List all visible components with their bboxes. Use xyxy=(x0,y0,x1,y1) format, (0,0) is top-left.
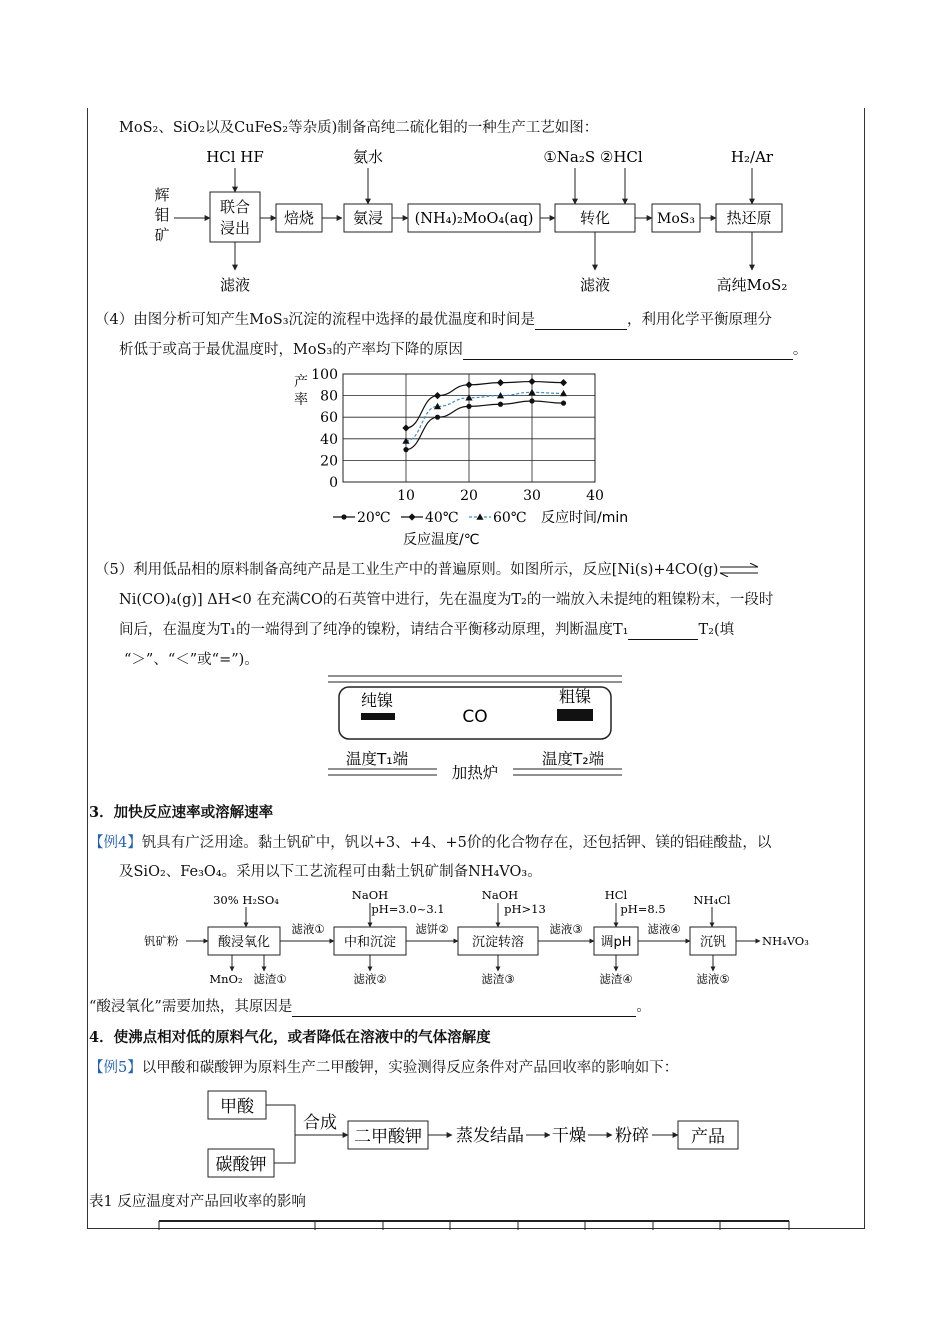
crude-nickel-block xyxy=(557,709,593,721)
data-point-circle xyxy=(561,401,566,406)
filtrate-2: 滤液 xyxy=(579,276,611,294)
x-tick-label: 10 xyxy=(397,488,415,504)
filtrate-3-label: 滤液③ xyxy=(549,922,583,936)
legend-marker xyxy=(341,514,346,519)
crude-nickel-label: 粗镍 xyxy=(558,687,592,706)
filtrate-5-label: 滤液⑤ xyxy=(696,972,730,986)
step-evaporate: 蒸发结晶 xyxy=(456,1126,524,1146)
ex4-blank[interactable] xyxy=(292,1000,636,1017)
data-point-triangle xyxy=(560,390,567,396)
reagent-ph-3: pH=8.5 xyxy=(620,902,666,916)
product-mos2: 高纯MoS₂ xyxy=(716,276,788,294)
box-mos3-label: MoS₃ xyxy=(657,211,695,227)
data-point-circle xyxy=(498,402,503,407)
x-tick-label: 30 xyxy=(523,488,541,504)
heading-section-4: 4．使沸点相对低的原料气化，或者降低在溶液中的气体溶解度 xyxy=(89,1029,491,1046)
reagent-h2-ar: H₂/Ar xyxy=(730,148,774,166)
data-point-triangle xyxy=(465,394,472,400)
data-point-diamond xyxy=(528,378,535,385)
q5-line-3: 间后，在温度为T₁的一端得到了纯净的镍粉，请结合平衡移动原理，判断温度T₁ T₂(填 xyxy=(119,622,735,638)
reagent-hcl-hf: HCl HF xyxy=(206,148,264,166)
legend-marker xyxy=(476,513,483,519)
box-potassium-diformate-label: 二甲酸钾 xyxy=(354,1127,422,1147)
synthesis-label: 合成 xyxy=(303,1113,337,1133)
y-tick-label: 100 xyxy=(311,367,338,383)
residue-3: 滤渣③ xyxy=(481,972,515,986)
heading-section-3: 3．加快反应速率或溶解速率 xyxy=(89,804,274,821)
legend-caption: 反应温度/℃ xyxy=(403,532,480,548)
reagent-hcl: HCl xyxy=(604,888,628,902)
filter-cake-2: 滤饼② xyxy=(415,922,449,936)
y-tick-label: 80 xyxy=(320,388,338,405)
ex4-line-2: 及SiO₂、Fe₃O₄。采用以下工艺流程可由黏土钒矿制备NH₄VO₃。 xyxy=(119,864,542,880)
data-point-diamond xyxy=(402,424,409,431)
x-tick-label: 40 xyxy=(586,488,604,504)
ex5-line-1: 【例5】以甲酸和碳酸钾为原料生产二甲酸钾，实验测得反应条件对产品回收率的影响如下： xyxy=(89,1060,679,1076)
data-point-diamond xyxy=(434,392,441,399)
q5-line-1: （5）利用低品相的原料制备高纯产品是工业生产中的普遍原则。如图所示，反应[Ni(s)+4CO(g) xyxy=(95,560,760,580)
box-redissolve-label: 沉淀转溶 xyxy=(471,935,525,950)
y-tick-label: 20 xyxy=(320,453,338,470)
table-caption: 表1 反应温度对产品回收率的影响 xyxy=(89,1194,306,1210)
q4-line-2: 析低于或高于最优温度时，MoS₃的产率均下降的原因 。 xyxy=(119,342,808,358)
ore-char-1: 辉 xyxy=(154,186,170,204)
flow-diagram-mos2 xyxy=(150,140,830,300)
step-dry: 干燥 xyxy=(552,1126,586,1146)
data-point-circle xyxy=(435,415,440,420)
reagent-ph-1: pH=3.0~3.1 xyxy=(371,902,445,916)
series-line-0 xyxy=(406,401,564,450)
mno2-label: MnO₂ xyxy=(209,972,243,986)
t1-end-label: 温度T₁端 xyxy=(345,750,409,768)
pure-nickel-block xyxy=(361,713,395,720)
box-adjust-ph-label: 调pH xyxy=(600,935,632,950)
box-leach-label-2: 浸出 xyxy=(219,219,251,237)
box-product-label: 产品 xyxy=(691,1127,725,1147)
y-axis-label: 产 xyxy=(294,374,308,390)
t2-end-label: 温度T₂端 xyxy=(541,750,605,768)
ex4-question: “酸浸氧化”需要加热，其原因是 。 xyxy=(89,999,651,1015)
ex4-tag: 【例4】 xyxy=(89,835,142,851)
reagent-nh4cl: NH₄Cl xyxy=(693,893,731,907)
q4-blank-1[interactable] xyxy=(535,313,627,330)
reagent-naoh-1: NaOH xyxy=(351,888,389,902)
product-nh4vo3: NH₄VO₃ xyxy=(762,934,809,948)
q5-line-2: Ni(CO)₄(g)] ΔH<0 在充满CO的石英管中进行，先在温度为T₂的一端放入未提纯的粗镍粉末，一段时 xyxy=(119,592,774,608)
furnace-label: 加热炉 xyxy=(451,764,499,782)
residue-4: 滤渣④ xyxy=(599,972,633,986)
legend-marker xyxy=(408,513,415,520)
box-ammonia-leach-label: 氨浸 xyxy=(352,209,384,227)
pure-nickel-label: 纯镍 xyxy=(360,691,394,710)
box-leach-label-1: 联合 xyxy=(219,198,251,216)
co-label: CO xyxy=(462,707,488,727)
box-ammonium-molybdate-label: (NH₄)₂MoO₄(aq) xyxy=(414,211,534,227)
box-acid-leach-label: 酸浸氧化 xyxy=(217,935,271,950)
box-formic-acid-label: 甲酸 xyxy=(220,1097,254,1117)
ex4-line-1: 【例4】钒具有广泛用途。黏土钒矿中，钒以+3、+4、+5价的化合物存在，还包括钾、镁的铝硅酸盐，以 xyxy=(89,835,772,851)
residue-1: 滤渣① xyxy=(253,972,287,986)
y-axis-label: 率 xyxy=(294,392,308,408)
reagent-na2s-hcl: ①Na₂S ②HCl xyxy=(543,148,643,166)
filtrate-2-label: 滤液② xyxy=(353,972,387,986)
box-neutralize-label: 中和沉淀 xyxy=(343,935,397,950)
intro-text: MoS₂、SiO₂以及CuFeS₂等杂质)制备高纯二硫化钼的一种生产工艺如图： xyxy=(119,120,599,136)
data-point-circle xyxy=(529,398,534,403)
legend-label-1: 40℃ xyxy=(425,510,459,526)
flow-diagram-vanadium xyxy=(140,885,820,995)
reagent-ph-2: pH>13 xyxy=(504,902,546,916)
step-grind: 粉碎 xyxy=(615,1126,649,1146)
box-thermal-reduce-label: 热还原 xyxy=(726,209,772,227)
equilibrium-arrow-icon xyxy=(718,563,760,577)
data-point-triangle xyxy=(528,389,535,395)
flow-diagram-potassium-diformate xyxy=(200,1085,760,1185)
data-point-diamond xyxy=(560,379,567,386)
filtrate-1: 滤液 xyxy=(219,276,251,294)
x-tick-label: 20 xyxy=(460,488,478,504)
filtrate-1-label: 滤液① xyxy=(291,922,325,936)
box-convert-label: 转化 xyxy=(579,209,611,227)
x-axis-label: 反应时间/min xyxy=(541,510,629,526)
filtrate-4-label: 滤液④ xyxy=(647,922,681,936)
reagent-h2so4: 30% H₂SO₄ xyxy=(213,893,279,907)
y-tick-label: 40 xyxy=(320,431,338,448)
ex5-tag: 【例5】 xyxy=(89,1060,142,1076)
box-vanadium-precip-label: 沉钒 xyxy=(699,935,727,950)
q5-blank[interactable] xyxy=(628,623,698,640)
ore-char-3: 矿 xyxy=(154,226,170,244)
y-tick-label: 60 xyxy=(320,410,338,427)
box-roast-label: 焙烧 xyxy=(283,209,315,227)
data-point-circle xyxy=(403,447,408,452)
quartz-tube-diagram xyxy=(325,672,625,784)
q5-line-4: “＞”、“＜”或“=”)。 xyxy=(124,652,259,668)
data-point-diamond xyxy=(465,381,472,388)
y-tick-label: 0 xyxy=(329,475,338,491)
legend-label-0: 20℃ xyxy=(357,510,391,526)
data-point-circle xyxy=(466,404,471,409)
yield-chart xyxy=(285,362,675,552)
reagent-naoh-2: NaOH xyxy=(481,888,519,902)
data-point-diamond xyxy=(497,379,504,386)
box-potassium-carbonate-label: 碳酸钾 xyxy=(215,1155,267,1175)
legend-label-2: 60℃ xyxy=(493,510,527,526)
results-table xyxy=(158,1220,790,1230)
vanadium-ore-label: 钒矿粉 xyxy=(144,934,179,948)
q4-line-1: （4）由图分析可知产生MoS₃沉淀的流程中选择的最优温度和时间是 ，利用化学平衡原理分 xyxy=(95,312,773,328)
q4-blank-2[interactable] xyxy=(463,343,793,360)
ore-char-2: 钼 xyxy=(154,206,170,224)
reagent-ammonia: 氨水 xyxy=(352,148,384,166)
